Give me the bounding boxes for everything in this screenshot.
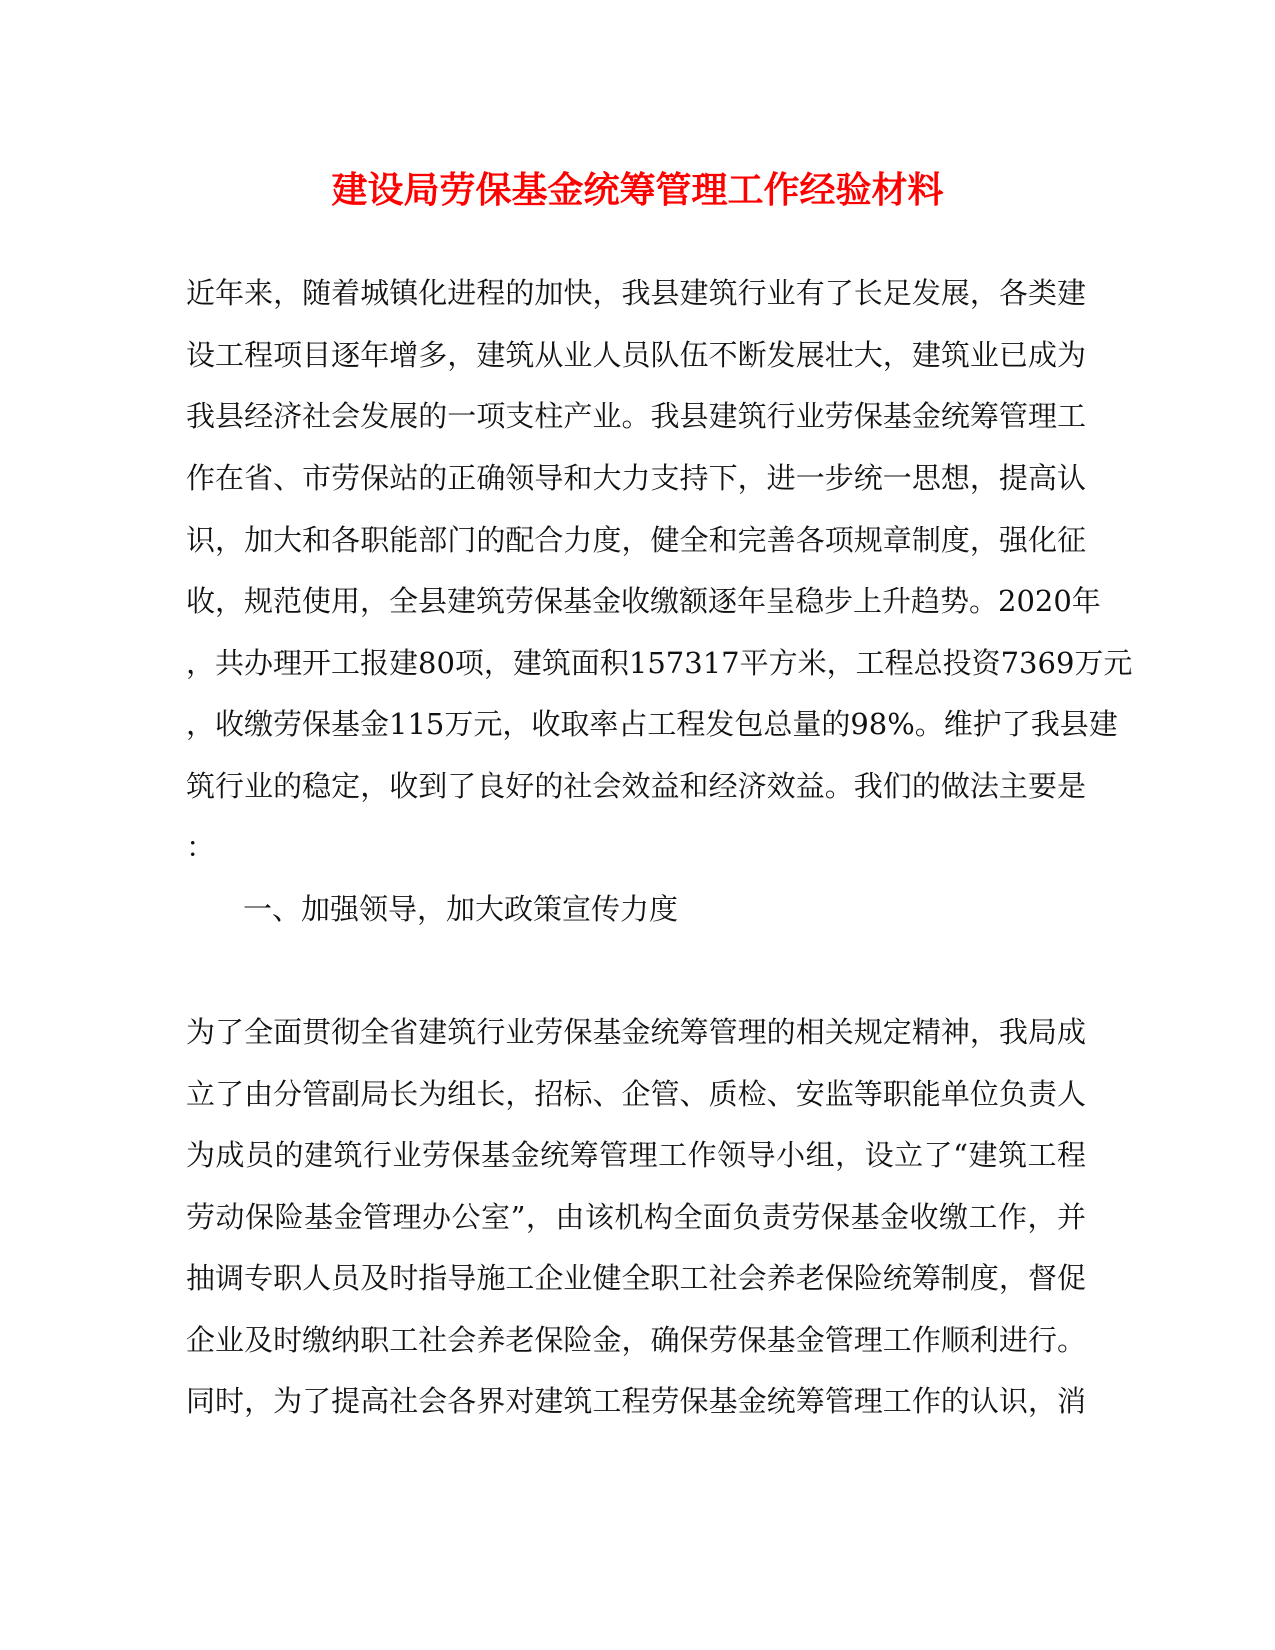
- paragraph-2-line: 同时，为了提高社会各界对建筑工程劳保基金统筹管理工作的认识，消: [186, 1384, 1086, 1418]
- paragraph-1-line: 作在省、市劳保站的正确领导和大力支持下，进一步统一思想，提高认: [186, 461, 1086, 495]
- paragraph-2-line: 为了全面贯彻全省建筑行业劳保基金统筹管理的相关规定精神，我局成: [186, 1015, 1086, 1049]
- document-title: 建设局劳保基金统筹管理工作经验材料: [331, 169, 944, 211]
- paragraph-1-line: ：: [186, 830, 216, 864]
- paragraph-1-line: 我县经济社会发展的一项支柱产业。我县建筑行业劳保基金统筹管理工: [186, 399, 1086, 433]
- paragraph-2-line: 为成员的建筑行业劳保基金统筹管理工作领导小组，设立了“建筑工程: [186, 1138, 1086, 1172]
- paragraph-1-line: 筑行业的稳定，收到了良好的社会效益和经济效益。我们的做法主要是: [186, 769, 1086, 803]
- paragraph-2-line: 抽调专职人员及时指导施工企业健全职工社会养老保险统筹制度，督促: [186, 1261, 1086, 1295]
- paragraph-2-line: 企业及时缴纳职工社会养老保险金，确保劳保基金管理工作顺利进行。: [186, 1323, 1086, 1357]
- paragraph-1-line: ，共办理开工报建80项，建筑面积157317平方米，工程总投资7369万元: [186, 646, 1133, 680]
- paragraph-2-line: 立了由分管副局长为组长，招标、企管、质检、安监等职能单位负责人: [186, 1077, 1086, 1111]
- paragraph-2-line: 劳动保险基金管理办公室”，由该机构全面负责劳保基金收缴工作，并: [186, 1200, 1086, 1234]
- section-heading: 一、加强领导，加大政策宣传力度: [243, 892, 679, 926]
- paragraph-1-line: 识，加大和各职能部门的配合力度，健全和完善各项规章制度，强化征: [186, 523, 1086, 557]
- paragraph-1-line: 收，规范使用，全县建筑劳保基金收缴额逐年呈稳步上升趋势。2020年: [186, 584, 1101, 618]
- paragraph-1-line: 设工程项目逐年增多，建筑从业人员队伍不断发展壮大，建筑业已成为: [186, 338, 1086, 372]
- paragraph-1-line: ，收缴劳保基金115万元，收取率占工程发包总量的98%。维护了我县建: [186, 707, 1118, 741]
- paragraph-1-line: 近年来，随着城镇化进程的加快，我县建筑行业有了长足发展，各类建: [186, 276, 1086, 310]
